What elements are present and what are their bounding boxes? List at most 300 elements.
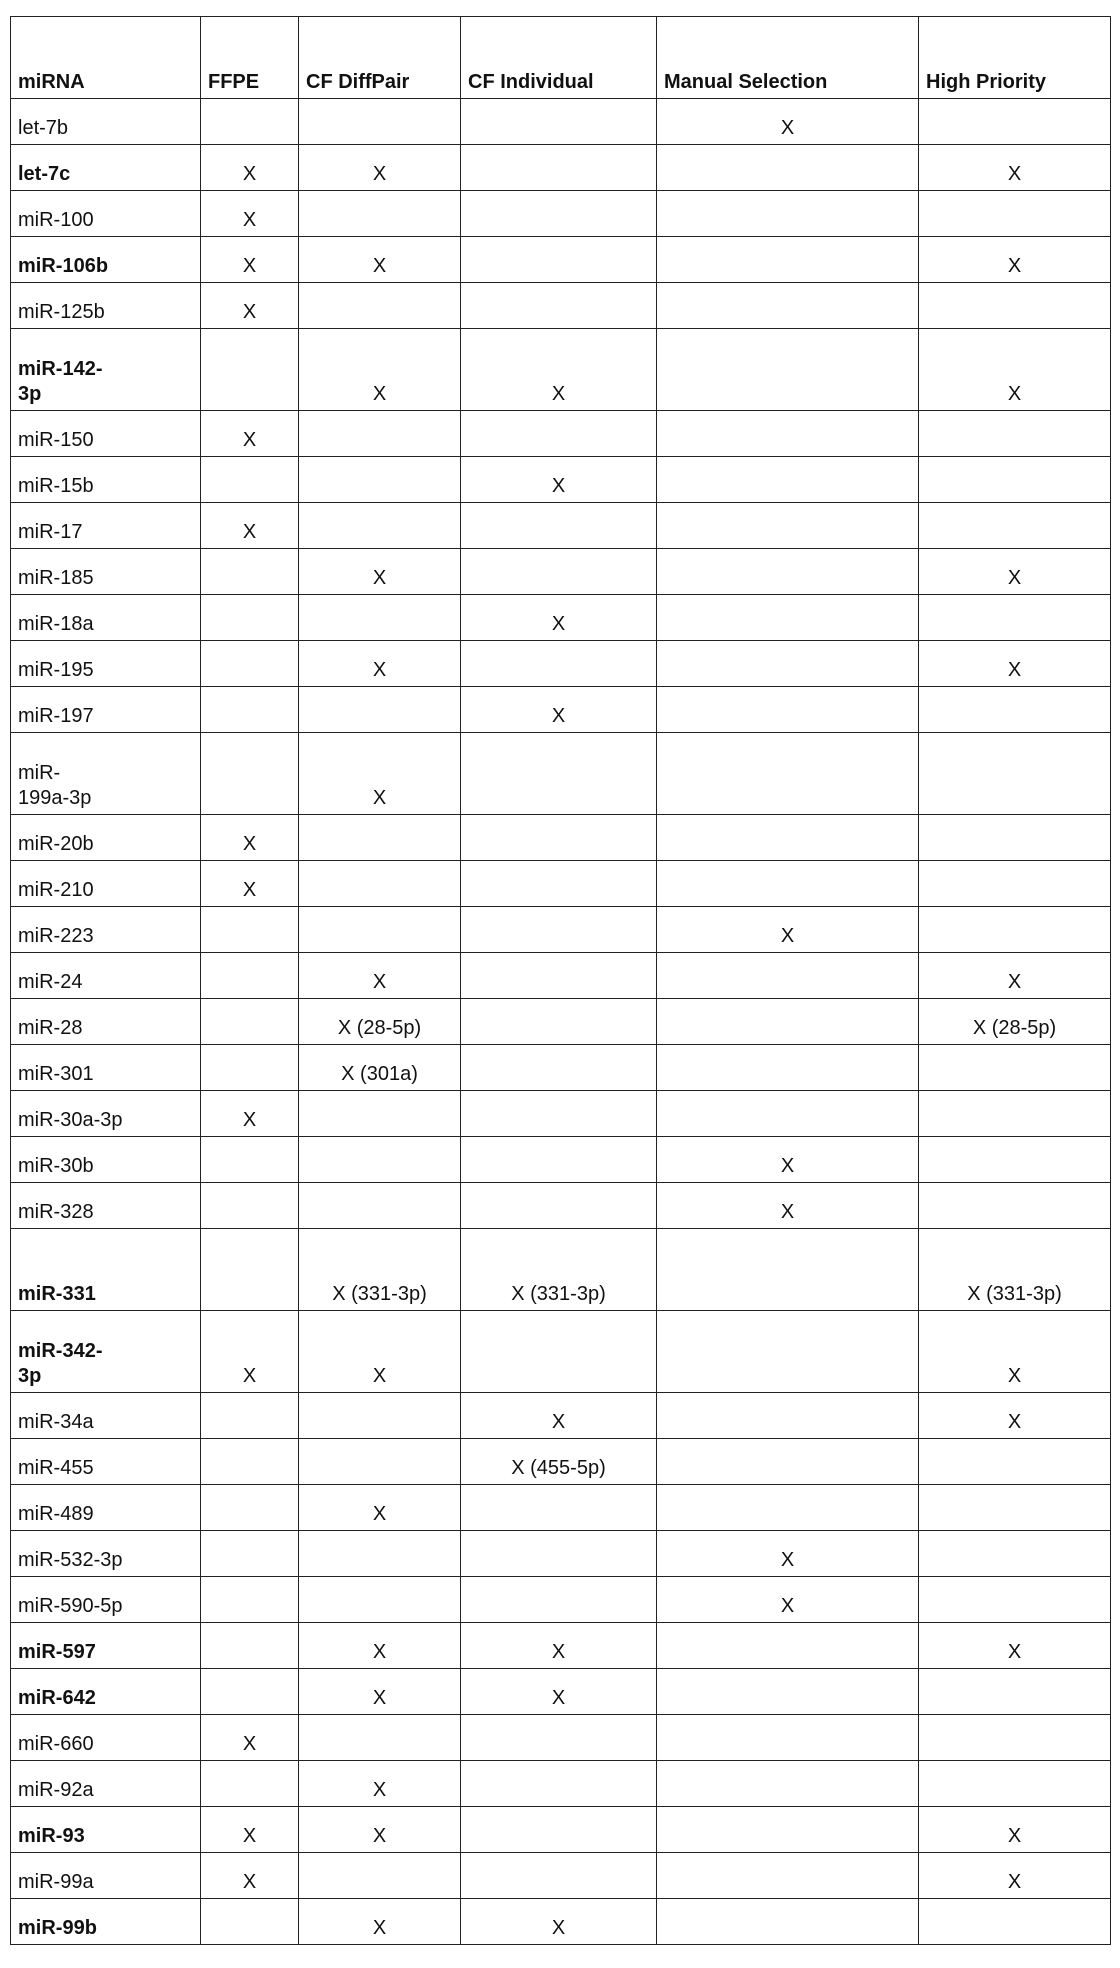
manual-selection-cell [657, 145, 919, 191]
mirna-name: miR-106b [18, 255, 108, 277]
cf-diffpair-cell: X [299, 1311, 461, 1393]
mirna-name-cell [11, 1439, 201, 1485]
high-priority-cell [919, 1899, 1111, 1945]
table-row [11, 411, 1111, 457]
cf-individual-cell [461, 1807, 657, 1853]
manual-selection-cell [657, 1669, 919, 1715]
cf-diffpair-cell [299, 687, 461, 733]
manual-selection-cell [657, 457, 919, 503]
ffpe-cell [201, 687, 299, 733]
ffpe-cell [201, 457, 299, 503]
table-row [11, 1807, 1111, 1853]
cf-diffpair-cell: X [299, 1623, 461, 1669]
manual-selection-cell: X [657, 1183, 919, 1229]
manual-selection-cell [657, 1899, 919, 1945]
manual-selection-cell [657, 1229, 919, 1311]
cf-individual-cell [461, 1577, 657, 1623]
cf-diffpair-cell [299, 1393, 461, 1439]
manual-selection-cell: X [657, 99, 919, 145]
ffpe-cell: X [201, 1091, 299, 1137]
mirna-name-cell [11, 1623, 201, 1669]
cf-individual-cell [461, 861, 657, 907]
mirna-name-cell [11, 329, 201, 411]
ffpe-cell: X [201, 815, 299, 861]
cf-diffpair-cell [299, 283, 461, 329]
cf-individual-cell [461, 411, 657, 457]
ffpe-cell: X [201, 861, 299, 907]
mirna-name-cell [11, 1853, 201, 1899]
high-priority-cell [919, 457, 1111, 503]
high-priority-cell [919, 1577, 1111, 1623]
mirna-name-cell [11, 549, 201, 595]
high-priority-cell [919, 687, 1111, 733]
table-row [11, 191, 1111, 237]
manual-selection-cell [657, 329, 919, 411]
table-row [11, 1669, 1111, 1715]
manual-selection-cell [657, 1623, 919, 1669]
ffpe-cell [201, 1669, 299, 1715]
ffpe-cell: X [201, 1715, 299, 1761]
ffpe-cell [201, 1899, 299, 1945]
cf-diffpair-cell: X [299, 1761, 461, 1807]
cf-individual-cell [461, 1137, 657, 1183]
mirna-name-cell [11, 1229, 201, 1311]
high-priority-cell: X [919, 1311, 1111, 1393]
high-priority-cell: X (331-3p) [919, 1229, 1111, 1311]
mirna-name: miR-125b [18, 301, 105, 323]
table-row [11, 1853, 1111, 1899]
mirna-name-cell [11, 733, 201, 815]
ffpe-cell [201, 999, 299, 1045]
table-row [11, 687, 1111, 733]
mirna-name: miR-30a-3p [18, 1109, 122, 1131]
mirna-name: let-7c [18, 163, 70, 185]
cf-diffpair-cell [299, 191, 461, 237]
cf-diffpair-cell [299, 503, 461, 549]
cf-individual-cell [461, 953, 657, 999]
table-row [11, 907, 1111, 953]
cf-diffpair-cell: X [299, 641, 461, 687]
ffpe-cell: X [201, 411, 299, 457]
cf-individual-cell: X [461, 1899, 657, 1945]
mirna-name: miR-100 [18, 209, 94, 231]
mirna-name: miR-15b [18, 475, 94, 497]
high-priority-cell [919, 1531, 1111, 1577]
cf-diffpair-cell: X (331-3p) [299, 1229, 461, 1311]
mirna-table [10, 16, 1111, 1945]
mirna-name: miR-660 [18, 1733, 94, 1755]
table-row [11, 1311, 1111, 1393]
table-row [11, 329, 1111, 411]
table-row [11, 1091, 1111, 1137]
manual-selection-cell [657, 503, 919, 549]
manual-selection-cell [657, 1853, 919, 1899]
manual-selection-cell: X [657, 907, 919, 953]
cf-individual-cell [461, 1761, 657, 1807]
mirna-name: miR-489 [18, 1503, 94, 1525]
ffpe-cell [201, 641, 299, 687]
ffpe-cell [201, 99, 299, 145]
mirna-name-cell [11, 411, 201, 457]
cf-individual-cell [461, 1853, 657, 1899]
mirna-name: miR-17 [18, 521, 82, 543]
table-row [11, 1439, 1111, 1485]
mirna-name-cell [11, 687, 201, 733]
mirna-name: miR-195 [18, 659, 94, 681]
cf-individual-cell [461, 815, 657, 861]
mirna-name: miR-150 [18, 429, 94, 451]
ffpe-cell: X [201, 283, 299, 329]
ffpe-cell [201, 953, 299, 999]
ffpe-cell [201, 329, 299, 411]
table-row [11, 1761, 1111, 1807]
cf-diffpair-cell [299, 907, 461, 953]
manual-selection-cell [657, 687, 919, 733]
cf-individual-cell [461, 733, 657, 815]
cf-diffpair-cell: X [299, 953, 461, 999]
high-priority-cell [919, 1045, 1111, 1091]
high-priority-cell [919, 907, 1111, 953]
header-mirna: miRNA [11, 17, 201, 99]
table-row [11, 815, 1111, 861]
table-row [11, 641, 1111, 687]
ffpe-cell [201, 1623, 299, 1669]
high-priority-cell [919, 861, 1111, 907]
header-manual-selection: Manual Selection [657, 17, 919, 99]
cf-individual-cell: X [461, 329, 657, 411]
cf-diffpair-cell [299, 99, 461, 145]
table-row [11, 1045, 1111, 1091]
cf-individual-cell: X [461, 595, 657, 641]
high-priority-cell [919, 1183, 1111, 1229]
manual-selection-cell [657, 1485, 919, 1531]
ffpe-cell [201, 1229, 299, 1311]
cf-diffpair-cell [299, 1577, 461, 1623]
table-body [11, 99, 1111, 1945]
cf-diffpair-cell: X [299, 1899, 461, 1945]
table-row [11, 457, 1111, 503]
mirna-name-cell [11, 191, 201, 237]
mirna-name: miR-223 [18, 925, 94, 947]
table-row [11, 1393, 1111, 1439]
cf-individual-cell [461, 191, 657, 237]
mirna-name-cell [11, 145, 201, 191]
high-priority-cell [919, 1669, 1111, 1715]
table-row [11, 595, 1111, 641]
mirna-name: miR-199a-3p [18, 761, 110, 811]
manual-selection-cell [657, 549, 919, 595]
high-priority-cell [919, 1485, 1111, 1531]
table-row [11, 1229, 1111, 1311]
cf-individual-cell: X (455-5p) [461, 1439, 657, 1485]
ffpe-cell [201, 1531, 299, 1577]
mirna-name-cell [11, 595, 201, 641]
mirna-name: miR-342-3p [18, 1339, 110, 1389]
manual-selection-cell [657, 733, 919, 815]
high-priority-cell [919, 815, 1111, 861]
mirna-name-cell [11, 283, 201, 329]
cf-individual-cell [461, 1715, 657, 1761]
mirna-name-cell [11, 641, 201, 687]
table-row [11, 283, 1111, 329]
mirna-name-cell [11, 953, 201, 999]
cf-individual-cell: X (331-3p) [461, 1229, 657, 1311]
high-priority-cell: X [919, 1853, 1111, 1899]
table-row [11, 953, 1111, 999]
cf-individual-cell [461, 237, 657, 283]
high-priority-cell [919, 283, 1111, 329]
mirna-name: miR-532-3p [18, 1549, 122, 1571]
cf-individual-cell [461, 145, 657, 191]
mirna-name: miR-455 [18, 1457, 94, 1479]
cf-individual-cell: X [461, 1393, 657, 1439]
high-priority-cell [919, 595, 1111, 641]
mirna-name-cell [11, 1807, 201, 1853]
high-priority-cell: X [919, 953, 1111, 999]
cf-individual-cell [461, 641, 657, 687]
high-priority-cell: X [919, 549, 1111, 595]
cf-diffpair-cell: X [299, 145, 461, 191]
manual-selection-cell [657, 1715, 919, 1761]
cf-diffpair-cell [299, 1531, 461, 1577]
high-priority-cell: X [919, 641, 1111, 687]
manual-selection-cell: X [657, 1531, 919, 1577]
mirna-name-cell [11, 503, 201, 549]
ffpe-cell [201, 595, 299, 641]
manual-selection-cell [657, 1761, 919, 1807]
cf-diffpair-cell [299, 1439, 461, 1485]
cf-individual-cell: X [461, 1623, 657, 1669]
table-row [11, 1623, 1111, 1669]
high-priority-cell: X [919, 237, 1111, 283]
cf-diffpair-cell: X [299, 329, 461, 411]
ffpe-cell [201, 549, 299, 595]
table-row [11, 237, 1111, 283]
manual-selection-cell [657, 595, 919, 641]
cf-diffpair-cell [299, 861, 461, 907]
mirna-name: miR-28 [18, 1017, 82, 1039]
mirna-name-cell [11, 1045, 201, 1091]
header-high-priority: High Priority [919, 17, 1111, 99]
mirna-name-cell [11, 457, 201, 503]
cf-individual-cell [461, 503, 657, 549]
mirna-name-cell [11, 1393, 201, 1439]
table-row [11, 503, 1111, 549]
mirna-name: miR-93 [18, 1825, 85, 1847]
mirna-name-cell [11, 907, 201, 953]
mirna-name-cell [11, 99, 201, 145]
high-priority-cell: X [919, 1807, 1111, 1853]
cf-individual-cell [461, 907, 657, 953]
manual-selection-cell [657, 283, 919, 329]
cf-diffpair-cell [299, 1715, 461, 1761]
table-row [11, 1485, 1111, 1531]
cf-diffpair-cell: X [299, 1807, 461, 1853]
cf-diffpair-cell: X [299, 1485, 461, 1531]
mirna-name-cell [11, 1183, 201, 1229]
mirna-name-cell [11, 1899, 201, 1945]
mirna-name: miR-590-5p [18, 1595, 122, 1617]
manual-selection-cell [657, 237, 919, 283]
mirna-name-cell [11, 1715, 201, 1761]
high-priority-cell [919, 1715, 1111, 1761]
mirna-name-cell [11, 1485, 201, 1531]
ffpe-cell [201, 733, 299, 815]
high-priority-cell [919, 1091, 1111, 1137]
high-priority-cell: X (28-5p) [919, 999, 1111, 1045]
mirna-name: miR-642 [18, 1687, 96, 1709]
manual-selection-cell [657, 411, 919, 457]
mirna-name: miR-99b [18, 1917, 97, 1939]
cf-individual-cell [461, 549, 657, 595]
cf-diffpair-cell [299, 1183, 461, 1229]
mirna-name-cell [11, 1091, 201, 1137]
ffpe-cell [201, 1439, 299, 1485]
ffpe-cell [201, 1183, 299, 1229]
cf-individual-cell [461, 1091, 657, 1137]
high-priority-cell: X [919, 145, 1111, 191]
manual-selection-cell [657, 641, 919, 687]
cf-individual-cell: X [461, 687, 657, 733]
manual-selection-cell [657, 1393, 919, 1439]
table-row [11, 1137, 1111, 1183]
header-ffpe: FFPE [201, 17, 299, 99]
manual-selection-cell [657, 1045, 919, 1091]
mirna-name: miR-92a [18, 1779, 94, 1801]
cf-individual-cell [461, 1183, 657, 1229]
ffpe-cell: X [201, 191, 299, 237]
mirna-name-cell [11, 815, 201, 861]
high-priority-cell [919, 1761, 1111, 1807]
mirna-name-cell [11, 1761, 201, 1807]
cf-individual-cell: X [461, 457, 657, 503]
manual-selection-cell [657, 191, 919, 237]
cf-diffpair-cell: X [299, 549, 461, 595]
ffpe-cell: X [201, 145, 299, 191]
cf-diffpair-cell: X [299, 733, 461, 815]
mirna-name: miR-301 [18, 1063, 94, 1085]
high-priority-cell [919, 411, 1111, 457]
cf-diffpair-cell [299, 815, 461, 861]
cf-diffpair-cell [299, 1137, 461, 1183]
table-row [11, 549, 1111, 595]
ffpe-cell [201, 1137, 299, 1183]
table-row [11, 99, 1111, 145]
ffpe-cell: X [201, 1853, 299, 1899]
ffpe-cell [201, 1577, 299, 1623]
ffpe-cell: X [201, 237, 299, 283]
cf-individual-cell [461, 1531, 657, 1577]
manual-selection-cell [657, 1311, 919, 1393]
manual-selection-cell: X [657, 1137, 919, 1183]
manual-selection-cell [657, 1439, 919, 1485]
ffpe-cell [201, 1393, 299, 1439]
mirna-name-cell [11, 1137, 201, 1183]
cf-diffpair-cell: X [299, 1669, 461, 1715]
mirna-name-cell [11, 1531, 201, 1577]
high-priority-cell [919, 733, 1111, 815]
ffpe-cell: X [201, 1807, 299, 1853]
mirna-name: miR-34a [18, 1411, 94, 1433]
cf-diffpair-cell [299, 411, 461, 457]
header-row [11, 17, 1111, 99]
cf-diffpair-cell: X [299, 237, 461, 283]
manual-selection-cell [657, 815, 919, 861]
mirna-name: miR-24 [18, 971, 82, 993]
cf-individual-cell [461, 1045, 657, 1091]
mirna-name: miR-328 [18, 1201, 94, 1223]
cf-diffpair-cell [299, 1853, 461, 1899]
high-priority-cell [919, 1439, 1111, 1485]
cf-diffpair-cell: X (28-5p) [299, 999, 461, 1045]
cf-diffpair-cell: X (301a) [299, 1045, 461, 1091]
mirna-name-cell [11, 1577, 201, 1623]
high-priority-cell [919, 99, 1111, 145]
table-row [11, 861, 1111, 907]
mirna-name-cell [11, 237, 201, 283]
table-row [11, 1531, 1111, 1577]
manual-selection-cell [657, 999, 919, 1045]
header-cf-individual: CF Individual [461, 17, 657, 99]
manual-selection-cell [657, 953, 919, 999]
mirna-name: miR-197 [18, 705, 94, 727]
ffpe-cell [201, 1045, 299, 1091]
mirna-name: miR-597 [18, 1641, 96, 1663]
ffpe-cell: X [201, 503, 299, 549]
ffpe-cell: X [201, 1311, 299, 1393]
mirna-name: miR-30b [18, 1155, 94, 1177]
mirna-name-cell [11, 1311, 201, 1393]
cf-diffpair-cell [299, 457, 461, 503]
header-cf-diffpair: CF DiffPair [299, 17, 461, 99]
cf-individual-cell [461, 283, 657, 329]
mirna-name-cell [11, 1669, 201, 1715]
mirna-name: miR-18a [18, 613, 94, 635]
cf-individual-cell [461, 999, 657, 1045]
table-row [11, 1899, 1111, 1945]
manual-selection-cell [657, 1091, 919, 1137]
mirna-name-cell [11, 861, 201, 907]
manual-selection-cell: X [657, 1577, 919, 1623]
high-priority-cell [919, 191, 1111, 237]
mirna-name: miR-20b [18, 833, 94, 855]
high-priority-cell: X [919, 1623, 1111, 1669]
mirna-name: miR-331 [18, 1283, 96, 1305]
table-row [11, 1577, 1111, 1623]
cf-individual-cell [461, 99, 657, 145]
table-row [11, 145, 1111, 191]
ffpe-cell [201, 907, 299, 953]
high-priority-cell: X [919, 1393, 1111, 1439]
cf-individual-cell [461, 1485, 657, 1531]
mirna-name: miR-142-3p [18, 357, 110, 407]
table-row [11, 999, 1111, 1045]
table-row [11, 1183, 1111, 1229]
cf-diffpair-cell [299, 595, 461, 641]
high-priority-cell: X [919, 329, 1111, 411]
cf-diffpair-cell [299, 1091, 461, 1137]
table-row [11, 733, 1111, 815]
manual-selection-cell [657, 1807, 919, 1853]
manual-selection-cell [657, 861, 919, 907]
mirna-name: miR-99a [18, 1871, 94, 1893]
table-row [11, 1715, 1111, 1761]
mirna-name: miR-210 [18, 879, 94, 901]
mirna-name-cell [11, 999, 201, 1045]
high-priority-cell [919, 503, 1111, 549]
high-priority-cell [919, 1137, 1111, 1183]
ffpe-cell [201, 1485, 299, 1531]
